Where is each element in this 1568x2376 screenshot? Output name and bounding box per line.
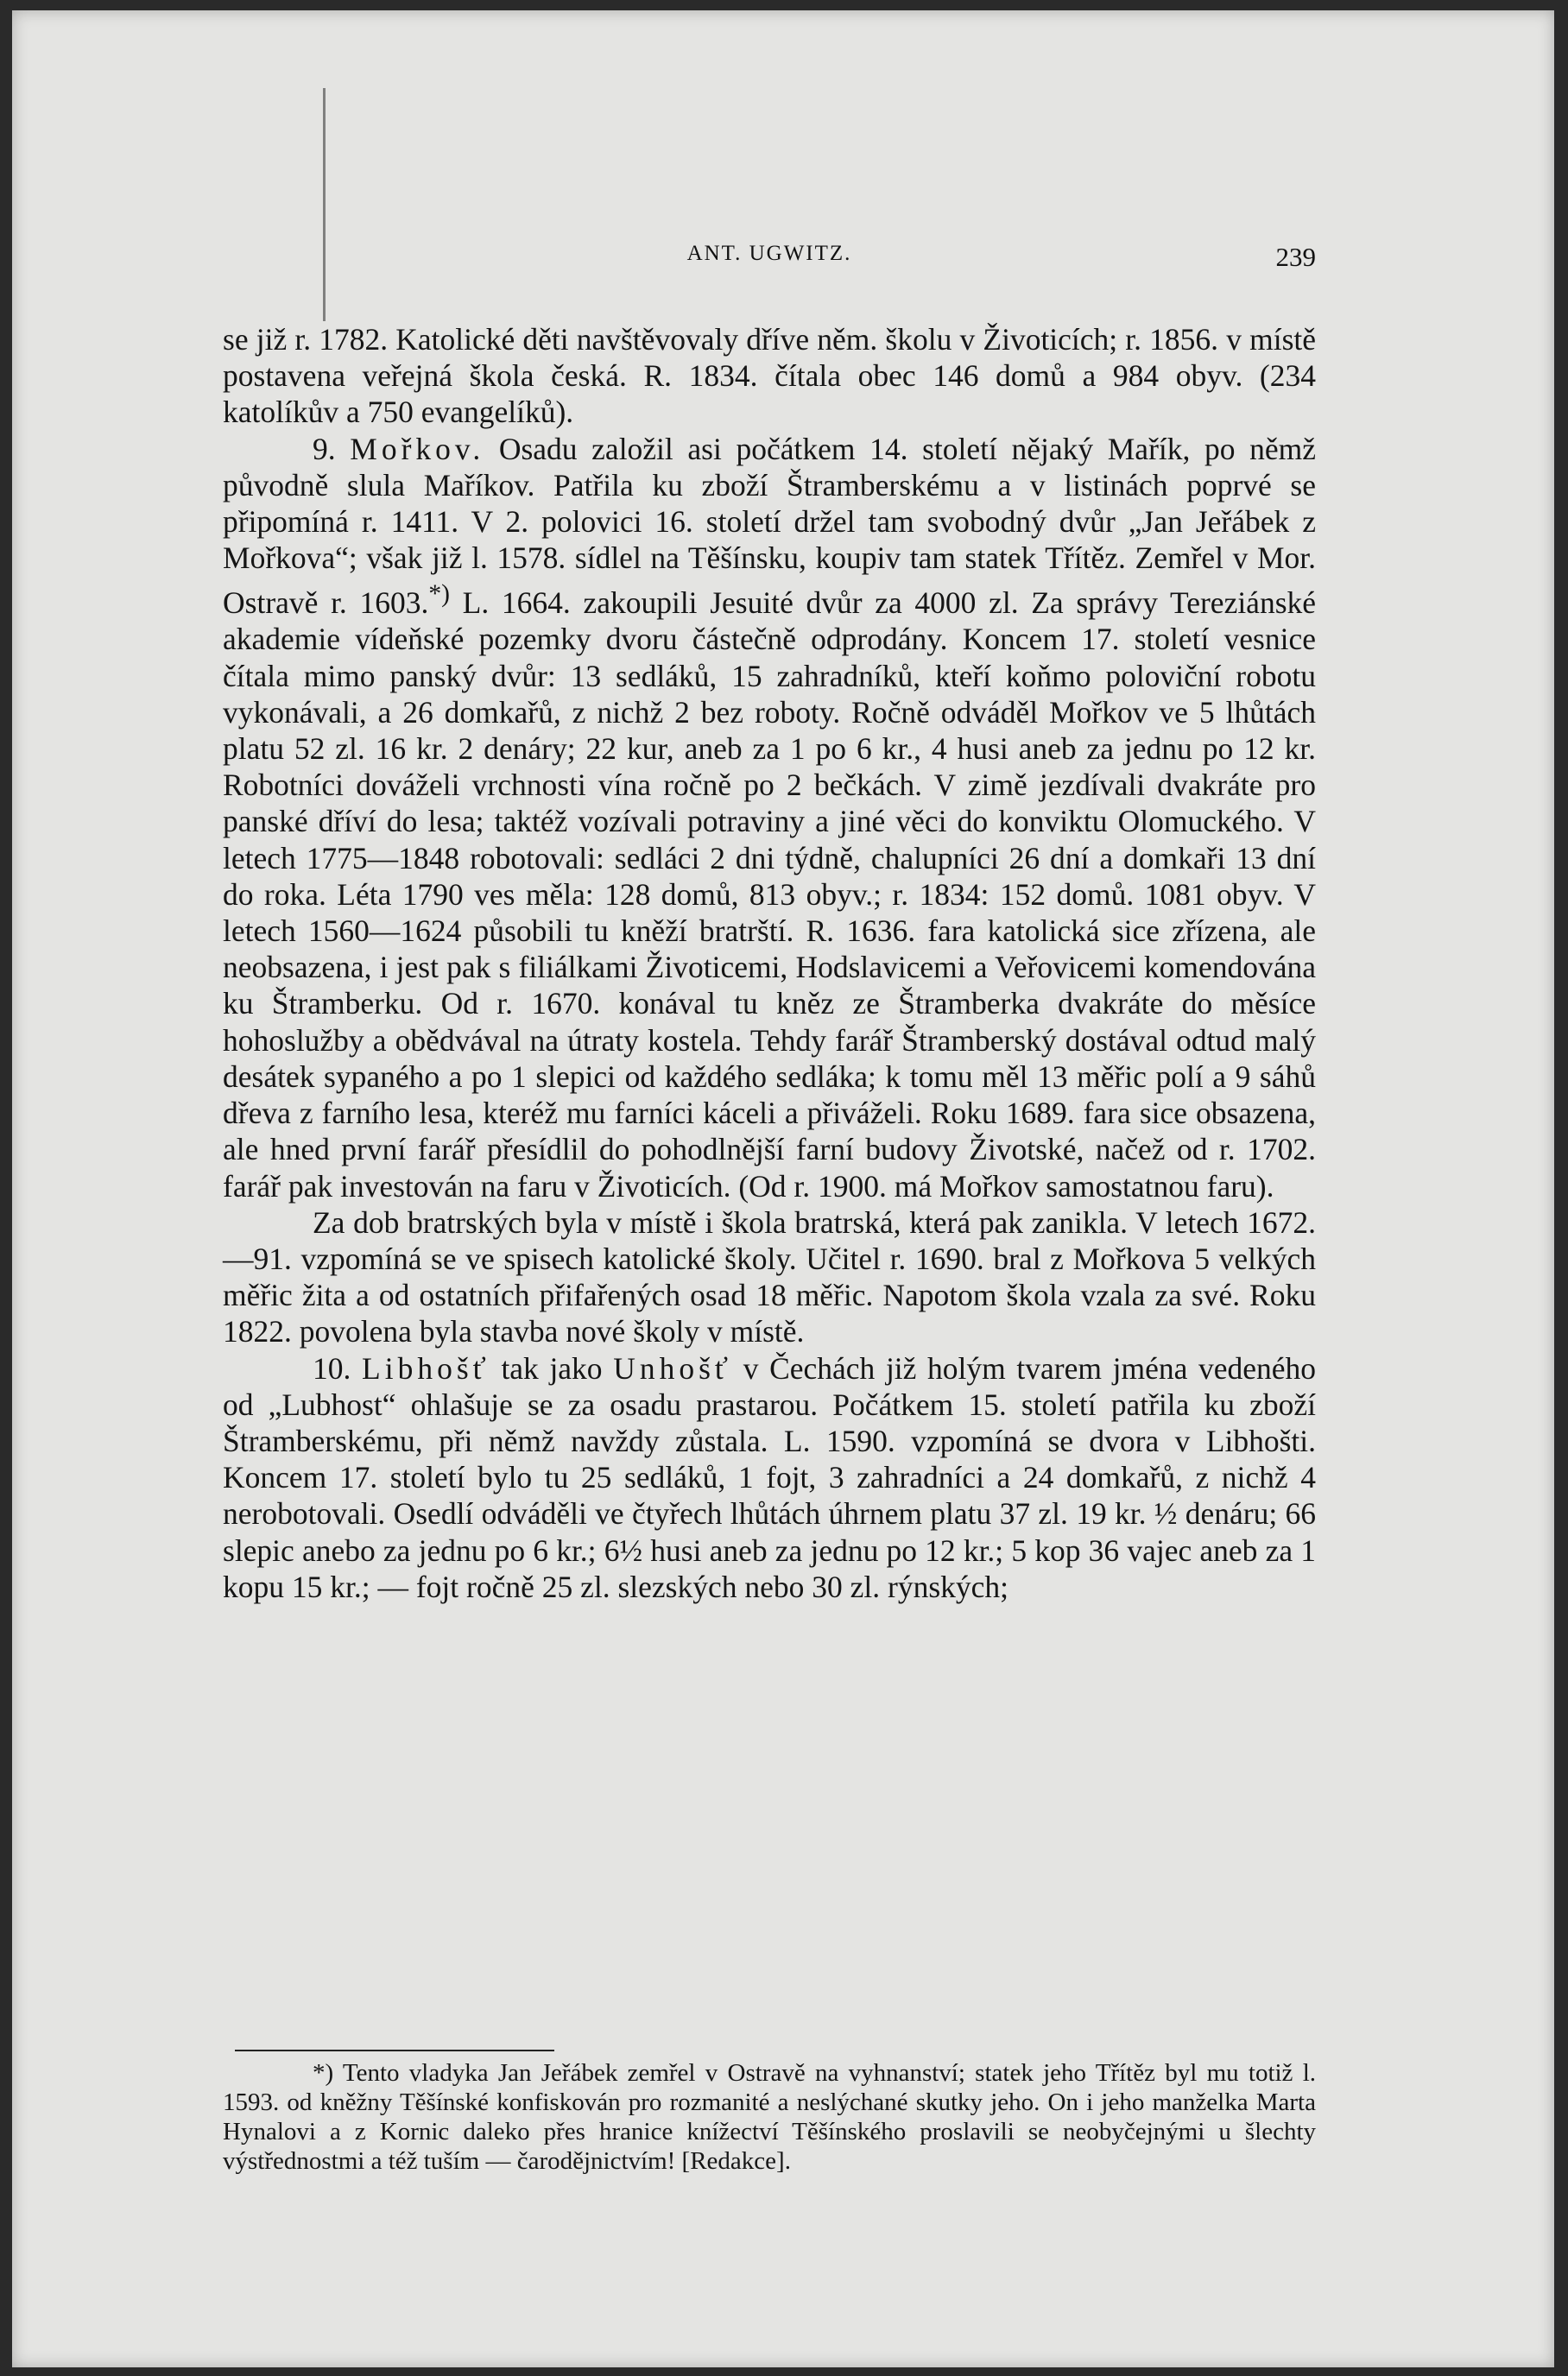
page-number: 239 — [1275, 242, 1316, 272]
scan-artifact-line — [323, 88, 326, 321]
page-header — [223, 242, 1316, 276]
footnote-reference: *) — [428, 580, 450, 609]
body-text — [223, 321, 1316, 1605]
paragraph-text: tak jako — [501, 1350, 603, 1386]
page — [12, 10, 1554, 2367]
running-title: ANT. UGWITZ. — [686, 242, 852, 265]
paragraph-text: v Čechách již holým tvarem jména vedeného od „Lubhost“ ohlašuje se za osadu prastarou. Počátkem 15. století patřila ku zboží Štramberskému, při němž navždy zůstala. L. 1590. vzpomíná se dvora v Libhošti. Koncem 17. století bylo tu 25 sedláků, 1 fojt, 3 zahradníci a 24 domkařů, z nichž 4 nerobotovali. Osedlí odváděli ve čtyřech lhůtách úhrnem platu 37 zl. 19 kr. ½ denáru; 66 slepic anebo za jednu po 6 kr.; 6½ husi aneb za jednu po 12 kr.; 5 kop 36 vajec aneb za 1 kopu 15 kr.; — fojt ročně 25 zl. slezských nebo 30 zl. rýnských; — [223, 1350, 1317, 1604]
paragraph-zivotice-end: se již r. 1782. Katolické děti navštěvovaly dříve něm. školu v Životicích; r. 1856. v místě postavena veřejná škola česká. R. 1834. čítala obec 146 domů a 984 obyv. (234 katolíkův a 750 evangelíků). — [223, 322, 1316, 430]
paragraph-school: Za dob bratrských byla v místě i škola bratrská, která pak zanikla. V letech 1672.—91. vzpomíná se ve spisech katolické školy. Učitel r. 1690. bral z Mořkova 5 velkých měřic žita a od ostatních přifařených osad 18 měřic. Napotom škola vzala za své. Roku 1822. povolena byla stavba nové školy v místě. — [223, 1204, 1316, 1349]
place-name-unhost: Unhošť — [613, 1350, 733, 1386]
place-name-libhost: Libhošť — [362, 1350, 490, 1386]
paragraph-morkov — [223, 431, 1316, 1204]
section-number: 9. — [313, 431, 336, 466]
paragraph-text: Osadu založil asi počátkem 14. století nějaký Mařík, po němž původně slula Maříkov. Patřila ku zboží Štramberskému a v listinách poprvé se připomíná r. 1411. V 2. polovici 16. století držel tam svobodný dvůr „Jan Jeřábek z Mořkova“; však již l. 1578. sídlel na Těšínsku, koupiv tam statek Třítěz. Zemřel v Mor. Ostravě r. 1603. — [223, 431, 1316, 621]
footnotes — [223, 2058, 1316, 2176]
section-number: 10. — [313, 1350, 351, 1386]
footnote: *) Tento vladyka Jan Jeřábek zemřel v Ostravě na vyhnanství; statek jeho Třítěz byl mu totiž l. 1593. od kněžny Těšínské konfiskován pro rozmanité a neslýchané skutky jeho. On i jeho manželka Marta Hynalovi a z Kornic daleko přes hranice knížectví Těšínského proslavili se neobyčejnými u šlechty výstřednostmi a též tuším — čarodějnictvím! [Redakce]. — [223, 2059, 1316, 2175]
paragraph-text: L. 1664. zakoupili Jesuité dvůr za 4000 zl. Za správy Tereziánské akademie vídeňské pozemky dvoru částečně odprodány. Koncem 17. století vesnice čítala mimo panský dvůr: 13 sedláků, 15 zahradníků, kteří koňmo poloviční robotu vykonávali, a 26 domkařů, z nichž 2 bez roboty. Ročně odváděl Mořkov ve 5 lhůtách platu 52 zl. 16 kr. 2 denáry; 22 kur, aneb za 1 po 6 kr., 4 husi aneb za jednu po 12 kr. Robotníci dováželi vrchnosti vína ročně po 2 bečkách. V zimě jezdívali dvakráte pro panské dříví do lesa; taktéž vozívali potraviny a jiné věci do konviktu Olomuckého. V letech 1775—1848 robotovali: sedláci 2 dni týdně, chalupníci 26 dní a domkaři 13 dní do roka. Léta 1790 ves měla: 128 domů, 813 obyv.; r. 1834: 152 domů. 1081 obyv. V letech 1560—1624 působili tu kněží bratrští. R. 1636. fara katolická sice zřízena, ale neobsazena, i jest pak s filiálkami Životicemi, Hodslavicemi a Veřovicemi komendována ku Štramberku. Od r. 1670. konával tu kněz ze Štramberka dvakráte do měsíce hohoslužby a obědvával na útraty kostela. Tehdy farář Štramberský dostával odtud malý desátek sypaného a po 1 slepici od každého sedláka; k tomu měl 13 měřic polí a 9 sáhů dřeva z farního lesa, kteréž mu farníci káceli a přiváželi. Roku 1689. fara sice obsazena, ale hned první farář přesídlil do pohodlnější farní budovy Životské, načež od r. 1702. farář pak investován na faru v Životicích. (Od r. 1900. má Mořkov samostatnou faru). — [223, 585, 1317, 1204]
footnote-divider — [235, 2050, 554, 2051]
paragraph-libhost — [223, 1350, 1316, 1605]
place-name-morkov: Mořkov. — [350, 431, 485, 466]
